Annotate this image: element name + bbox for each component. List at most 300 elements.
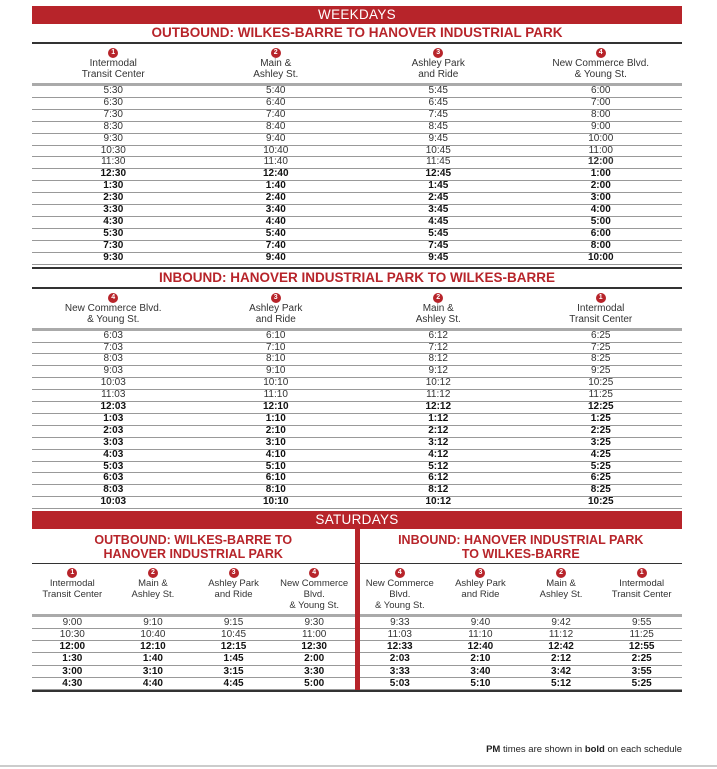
time-cell: 4:03: [32, 449, 195, 461]
table-row: [32, 449, 682, 461]
note-bold: PM: [486, 744, 501, 755]
table-row: [32, 240, 682, 252]
time-cell: 1:30: [32, 181, 195, 193]
time-cell: 2:00: [520, 181, 683, 193]
time-cell: 12:12: [357, 402, 520, 414]
table-row: [32, 331, 682, 342]
table-row: [360, 653, 683, 665]
time-cell: 12:03: [32, 402, 195, 414]
stop-number-icon: 4: [108, 293, 118, 303]
stop-name-line: and Ride: [461, 589, 500, 601]
time-cell: 3:00: [32, 665, 113, 677]
stop-number-icon: 1: [67, 568, 77, 578]
table-row: [32, 133, 682, 145]
stop-name-line: & Young St.: [574, 69, 627, 80]
time-cell: 9:40: [440, 617, 521, 629]
time-cell: 1:30: [32, 653, 113, 665]
table-row: [32, 425, 682, 437]
time-cell: 10:40: [113, 629, 194, 641]
time-cell: 8:00: [520, 240, 683, 252]
time-cell: 2:10: [195, 425, 358, 437]
title-line: HANOVER INDUSTRIAL PARK: [103, 547, 283, 562]
saturdays-inbound-stops: [360, 564, 683, 611]
time-cell: 10:25: [520, 497, 683, 509]
table-row: [32, 121, 682, 133]
time-cell: 5:40: [195, 228, 358, 240]
time-cell: 4:45: [357, 216, 520, 228]
time-cell: 11:10: [195, 390, 358, 402]
time-cell: 1:03: [32, 413, 195, 425]
title-line: OUTBOUND: WILKES-BARRE TO: [94, 533, 293, 548]
time-cell: 11:03: [32, 390, 195, 402]
time-cell: 1:25: [520, 413, 683, 425]
time-cell: 12:30: [32, 169, 195, 181]
stop-header: [274, 564, 355, 611]
table-row: [32, 181, 682, 193]
time-cell: 3:30: [32, 205, 195, 217]
time-cell: 4:30: [32, 677, 113, 689]
time-cell: 8:10: [195, 354, 358, 366]
stop-name-line: & Young St.: [289, 600, 340, 612]
time-cell: 4:25: [520, 449, 683, 461]
stop-name-line: & Young St.: [374, 600, 425, 612]
time-cell: 5:45: [357, 228, 520, 240]
schedule-document: [32, 6, 682, 692]
stop-number-icon: 3: [433, 48, 443, 58]
stop-name-line: Main &: [422, 302, 454, 314]
stop-name-line: Intermodal: [89, 58, 137, 69]
time-cell: 5:12: [357, 461, 520, 473]
time-cell: 12:25: [520, 402, 683, 414]
time-cell: 3:45: [357, 205, 520, 217]
time-cell: 2:40: [195, 193, 358, 205]
stop-number-icon: 4: [395, 568, 405, 578]
time-cell: 2:12: [521, 653, 602, 665]
stop-name-line: Ashley Park: [455, 578, 506, 590]
weekdays-outbound-table: [32, 86, 682, 265]
table-row: [360, 641, 683, 653]
time-cell: 6:10: [195, 473, 358, 485]
weekdays-banner: WEEKDAYS: [32, 6, 682, 24]
time-cell: 10:03: [32, 497, 195, 509]
weekdays-inbound-table: [32, 331, 682, 510]
stop-number-icon: 2: [148, 568, 158, 578]
time-cell: 1:12: [357, 413, 520, 425]
time-cell: 2:00: [274, 653, 355, 665]
time-cell: 7:45: [357, 240, 520, 252]
time-cell: 8:00: [520, 109, 683, 121]
time-cell: 5:10: [440, 677, 521, 689]
title-line: INBOUND: HANOVER INDUSTRIAL PARK: [398, 533, 644, 548]
table-row: [32, 617, 355, 629]
time-cell: 6:30: [32, 97, 195, 109]
time-cell: 6:45: [357, 97, 520, 109]
time-cell: 1:00: [520, 169, 683, 181]
time-cell: 5:03: [360, 677, 441, 689]
divider: [32, 690, 682, 692]
time-cell: 6:25: [520, 331, 683, 342]
table-row: [32, 169, 682, 181]
time-cell: 2:30: [32, 193, 195, 205]
table-row: [360, 617, 683, 629]
time-cell: 11:00: [274, 629, 355, 641]
stop-name-line: Main &: [138, 578, 168, 590]
time-cell: 10:30: [32, 629, 113, 641]
time-cell: 10:12: [357, 497, 520, 509]
time-cell: 3:10: [195, 437, 358, 449]
time-cell: 12:30: [274, 641, 355, 653]
time-cell: 8:12: [357, 485, 520, 497]
time-cell: 2:10: [440, 653, 521, 665]
time-cell: 7:25: [520, 342, 683, 354]
stop-number-icon: 3: [475, 568, 485, 578]
time-cell: 10:45: [357, 145, 520, 157]
table-row: [360, 665, 683, 677]
time-cell: 5:25: [601, 677, 682, 689]
time-cell: 10:10: [195, 497, 358, 509]
time-cell: 3:40: [440, 665, 521, 677]
page-bottom-line: [0, 765, 717, 767]
time-cell: 10:10: [195, 378, 358, 390]
time-cell: 7:10: [195, 342, 358, 354]
stop-header: [357, 44, 520, 80]
table-row: [32, 653, 355, 665]
time-cell: 5:25: [520, 461, 683, 473]
time-cell: 11:03: [360, 629, 441, 641]
time-cell: 11:00: [520, 145, 683, 157]
stop-name-line: Ashley Park: [208, 578, 259, 590]
time-cell: 7:40: [195, 109, 358, 121]
time-cell: 8:03: [32, 354, 195, 366]
time-cell: 1:45: [193, 653, 274, 665]
time-cell: 12:00: [520, 157, 683, 169]
saturdays-inbound: [360, 529, 683, 690]
time-cell: 12:15: [193, 641, 274, 653]
time-cell: 7:30: [32, 240, 195, 252]
stop-name-line: Transit Center: [611, 589, 672, 601]
table-row: [32, 109, 682, 121]
stop-number-icon: 1: [108, 48, 118, 58]
table-row: [360, 629, 683, 641]
table-row: [32, 378, 682, 390]
weekdays-outbound-title: OUTBOUND: WILKES-BARRE TO HANOVER INDUSTRIAL PARK: [151, 25, 563, 40]
saturdays-banner: SATURDAYS: [32, 511, 682, 529]
stop-name-line: Intermodal: [577, 302, 625, 314]
time-cell: 5:03: [32, 461, 195, 473]
time-cell: 6:12: [357, 473, 520, 485]
saturdays-outbound: [32, 529, 355, 690]
time-cell: 9:10: [195, 366, 358, 378]
table-row: [32, 461, 682, 473]
time-cell: 3:33: [360, 665, 441, 677]
table-row: [32, 437, 682, 449]
note-text: on each schedule: [604, 744, 682, 755]
stop-name-line: Intermodal: [49, 578, 95, 590]
table-row: [32, 342, 682, 354]
time-cell: 2:03: [360, 653, 441, 665]
time-cell: 7:00: [520, 97, 683, 109]
table-row: [32, 665, 355, 677]
time-cell: 9:42: [521, 617, 602, 629]
table-row: [32, 485, 682, 497]
time-cell: 10:30: [32, 145, 195, 157]
time-cell: 10:25: [520, 378, 683, 390]
time-cell: 9:30: [274, 617, 355, 629]
stop-name-line: and Ride: [214, 589, 253, 601]
time-cell: 8:40: [195, 121, 358, 133]
time-cell: 6:00: [520, 228, 683, 240]
time-cell: 11:40: [195, 157, 358, 169]
stop-header: [195, 44, 358, 80]
stop-number-icon: 4: [309, 568, 319, 578]
table-row: [32, 205, 682, 217]
stop-number-icon: 2: [556, 568, 566, 578]
stop-header: [113, 564, 194, 611]
time-cell: 10:12: [357, 378, 520, 390]
time-cell: 9:55: [601, 617, 682, 629]
stop-header: [601, 564, 682, 611]
time-cell: 8:03: [32, 485, 195, 497]
weekdays-inbound-title: INBOUND: HANOVER INDUSTRIAL PARK TO WILKES-BARRE: [158, 269, 555, 285]
time-cell: 9:30: [32, 252, 195, 264]
time-cell: 8:25: [520, 485, 683, 497]
stop-name-line: Main &: [260, 58, 292, 69]
time-cell: 9:00: [520, 121, 683, 133]
time-cell: 9:40: [195, 252, 358, 264]
time-cell: 5:00: [274, 677, 355, 689]
stop-header: [32, 564, 113, 611]
time-cell: 6:03: [32, 473, 195, 485]
time-cell: 3:25: [520, 437, 683, 449]
time-cell: 4:00: [520, 205, 683, 217]
time-cell: 12:10: [113, 641, 194, 653]
time-cell: 11:25: [520, 390, 683, 402]
time-cell: 8:10: [195, 485, 358, 497]
table-row: [32, 145, 682, 157]
stop-name-line: and Ride: [418, 69, 459, 80]
time-cell: 11:45: [357, 157, 520, 169]
time-cell: 11:25: [601, 629, 682, 641]
time-cell: 12:00: [32, 641, 113, 653]
stop-name-line: and Ride: [255, 313, 296, 325]
title-line: TO WILKES-BARRE: [461, 547, 580, 562]
table-row: [32, 157, 682, 169]
time-cell: 9:12: [357, 366, 520, 378]
stop-name-line: Ashley Park: [411, 58, 465, 69]
time-cell: 9:15: [193, 617, 274, 629]
table-row: [32, 677, 355, 689]
stop-number-icon: 1: [637, 568, 647, 578]
time-cell: 4:45: [193, 677, 274, 689]
time-cell: 9:30: [32, 133, 195, 145]
time-cell: 10:45: [193, 629, 274, 641]
time-cell: 5:00: [520, 216, 683, 228]
stop-name-line: Transit Center: [569, 313, 633, 325]
time-cell: 6:10: [195, 331, 358, 342]
time-cell: 7:03: [32, 342, 195, 354]
time-cell: 4:40: [195, 216, 358, 228]
stop-header: [357, 289, 520, 325]
table-row: [32, 354, 682, 366]
time-cell: 9:40: [195, 133, 358, 145]
time-cell: 12:45: [357, 169, 520, 181]
saturdays-section: [32, 529, 682, 690]
time-cell: 11:10: [440, 629, 521, 641]
time-cell: 1:40: [195, 181, 358, 193]
table-row: [32, 641, 355, 653]
time-cell: 11:30: [32, 157, 195, 169]
stop-name-line: New Commerce Blvd.: [552, 58, 650, 69]
table-row: [32, 413, 682, 425]
time-cell: 5:30: [32, 228, 195, 240]
weekdays-inbound-stops: [32, 289, 682, 325]
time-cell: 12:55: [601, 641, 682, 653]
time-cell: 4:12: [357, 449, 520, 461]
time-cell: 4:30: [32, 216, 195, 228]
table-row: [32, 390, 682, 402]
stop-number-icon: 4: [596, 48, 606, 58]
time-cell: 12:33: [360, 641, 441, 653]
table-row: [32, 97, 682, 109]
table-row: [32, 252, 682, 264]
saturdays-outbound-stops: [32, 564, 355, 611]
time-cell: 5:12: [521, 677, 602, 689]
stop-number-icon: 1: [596, 293, 606, 303]
time-cell: 3:15: [193, 665, 274, 677]
stop-name-line: Ashley St.: [539, 589, 583, 601]
stop-number-icon: 3: [229, 568, 239, 578]
table-row: [32, 193, 682, 205]
stop-number-icon: 2: [271, 48, 281, 58]
stop-name-line: Main &: [546, 578, 576, 590]
table-row: [32, 366, 682, 378]
time-cell: 1:45: [357, 181, 520, 193]
table-row: [32, 497, 682, 509]
time-cell: 9:25: [520, 366, 683, 378]
stop-header: [32, 44, 195, 80]
time-cell: 5:30: [32, 86, 195, 97]
stop-name-line: Transit Center: [81, 69, 145, 80]
stop-name-line: Intermodal: [619, 578, 665, 590]
stop-name-line: Ashley St.: [415, 313, 461, 325]
time-cell: 7:30: [32, 109, 195, 121]
time-cell: 2:25: [520, 425, 683, 437]
time-cell: 4:10: [195, 449, 358, 461]
weekdays-outbound-stops: [32, 44, 682, 80]
time-cell: 2:03: [32, 425, 195, 437]
time-cell: 6:40: [195, 97, 358, 109]
time-cell: 9:45: [357, 133, 520, 145]
pm-note: [486, 744, 682, 755]
time-cell: 3:03: [32, 437, 195, 449]
time-cell: 2:25: [601, 653, 682, 665]
time-cell: 1:40: [113, 653, 194, 665]
stop-name-line: Ashley St.: [131, 589, 175, 601]
stop-name-line: New Commerce Blvd.: [280, 578, 349, 601]
time-cell: 3:40: [195, 205, 358, 217]
time-cell: 4:40: [113, 677, 194, 689]
time-cell: 9:00: [32, 617, 113, 629]
time-cell: 12:40: [195, 169, 358, 181]
stop-header: [521, 564, 602, 611]
time-cell: 10:00: [520, 133, 683, 145]
stop-header: [520, 289, 683, 325]
time-cell: 3:00: [520, 193, 683, 205]
table-row: [32, 473, 682, 485]
saturdays-outbound-title: [32, 529, 355, 563]
time-cell: 6:25: [520, 473, 683, 485]
table-row: [32, 86, 682, 97]
saturdays-inbound-table: [360, 617, 683, 690]
note-bold: bold: [584, 744, 605, 755]
time-cell: 5:10: [195, 461, 358, 473]
time-cell: 6:12: [357, 331, 520, 342]
stop-header: [193, 564, 274, 611]
time-cell: 10:03: [32, 378, 195, 390]
time-cell: 7:40: [195, 240, 358, 252]
stop-name-line: Ashley Park: [249, 302, 303, 314]
time-cell: 6:03: [32, 331, 195, 342]
time-cell: 9:03: [32, 366, 195, 378]
time-cell: 5:45: [357, 86, 520, 97]
time-cell: 2:12: [357, 425, 520, 437]
stop-header: [195, 289, 358, 325]
time-cell: 12:40: [440, 641, 521, 653]
time-cell: 8:25: [520, 354, 683, 366]
stop-number-icon: 2: [433, 293, 443, 303]
time-cell: 9:10: [113, 617, 194, 629]
time-cell: 9:33: [360, 617, 441, 629]
time-cell: 7:45: [357, 109, 520, 121]
time-cell: 3:12: [357, 437, 520, 449]
time-cell: 11:12: [521, 629, 602, 641]
time-cell: 3:42: [521, 665, 602, 677]
time-cell: 10:00: [520, 252, 683, 264]
time-cell: 8:12: [357, 354, 520, 366]
note-text: times are shown in: [500, 744, 585, 755]
time-cell: 8:30: [32, 121, 195, 133]
table-row: [32, 228, 682, 240]
stop-header: [520, 44, 683, 80]
stop-name-line: Ashley St.: [253, 69, 299, 80]
time-cell: 2:45: [357, 193, 520, 205]
stop-header: [440, 564, 521, 611]
time-cell: 12:10: [195, 402, 358, 414]
table-row: [32, 629, 355, 641]
saturdays-outbound-table: [32, 617, 355, 690]
saturdays-inbound-title: [360, 529, 683, 563]
stop-name-line: Transit Center: [42, 589, 103, 601]
time-cell: 3:30: [274, 665, 355, 677]
stop-name-line: New Commerce Blvd.: [64, 302, 162, 314]
table-row: [360, 677, 683, 689]
stop-name-line: New Commerce Blvd.: [365, 578, 434, 601]
time-cell: 7:12: [357, 342, 520, 354]
stop-header: [360, 564, 441, 611]
table-row: [32, 402, 682, 414]
stop-name-line: & Young St.: [87, 313, 140, 325]
time-cell: 12:42: [521, 641, 602, 653]
time-cell: 9:45: [357, 252, 520, 264]
table-row: [32, 216, 682, 228]
time-cell: 5:40: [195, 86, 358, 97]
time-cell: 3:55: [601, 665, 682, 677]
stop-number-icon: 3: [271, 293, 281, 303]
time-cell: 6:00: [520, 86, 683, 97]
time-cell: 3:10: [113, 665, 194, 677]
time-cell: 10:40: [195, 145, 358, 157]
time-cell: 8:45: [357, 121, 520, 133]
